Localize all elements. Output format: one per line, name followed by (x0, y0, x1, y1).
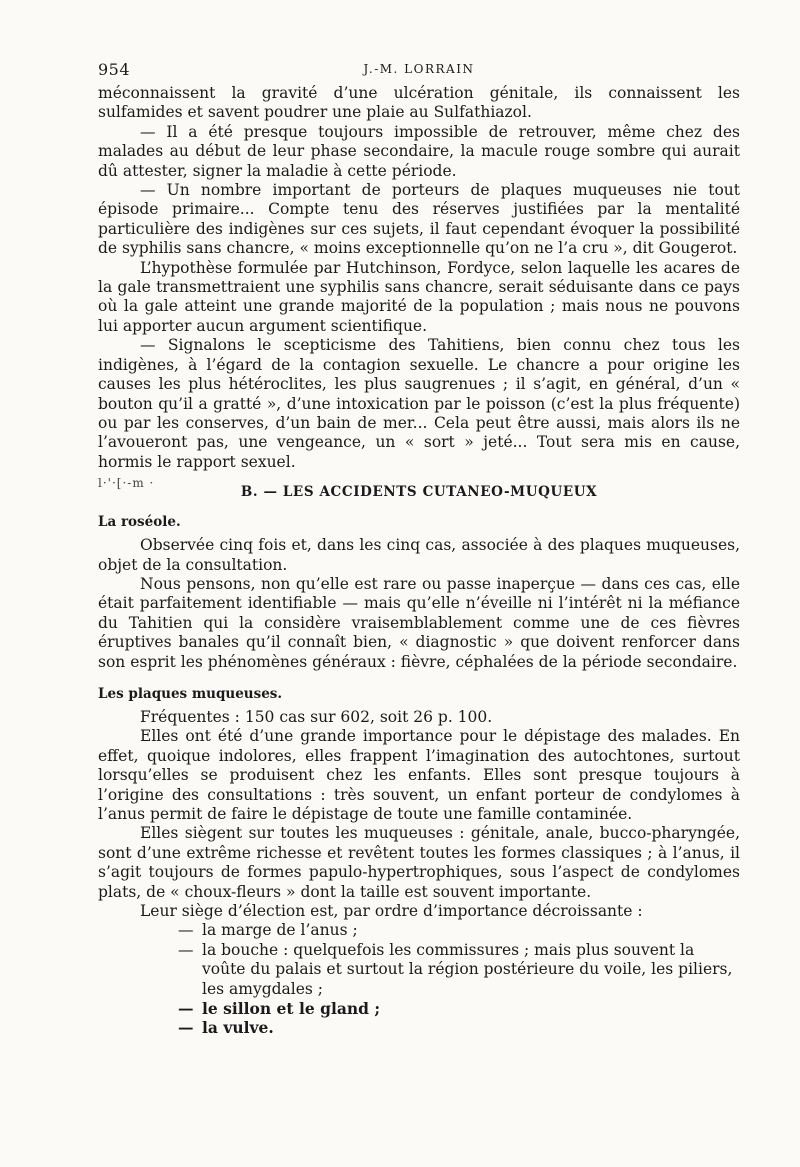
body-text (98, 84, 740, 472)
list-item (98, 921, 740, 940)
paragraph: Observée cinq fois et, dans les cinq cas, associée à des plaques muqueuses, objet de la consultation. (98, 536, 740, 574)
page-header (98, 58, 740, 84)
paragraph: Elles siègent sur toutes les muqueuses : génitale, anale, bucco-pharyngée, sont d’une extrême richesse et revêtent toutes les formes classiques ; à l’anus, il s’agit toujours de formes papulo-hypertrophiques, sous l’aspect de condylomes plats, de « choux-fleurs » dont la taille est souvent importante. (98, 824, 740, 901)
list-item (98, 1018, 740, 1037)
running-head: J.-M. LORRAIN (363, 62, 475, 76)
paragraph: Elles ont été d’une grande importance pour le dépistage des malades. En effet, quoique indolores, elles frappent l’imagination des autochtones, surtout lorsqu’elles se produisent chez les enfants. Elles sont presque toujours à l’origine des consultations : très souvent, un enfant porteur de condylomes à l’anus permit de faire le dépistage de toute une famille contaminée. (98, 727, 740, 823)
roseole-text (98, 536, 740, 672)
paragraph: Nous pensons, non qu’elle est rare ou passe inaperçue — dans ces cas, elle était parfaitement identifiable — mais qu’elle n’éveille ni l’intérêt ni la méfiance du Tahitien qui la considère vraisemblablement comme une de ces fièvres éruptives banales qu’il connaît bien, « diagnostic » que doivent renforcer dans son esprit les phénomènes généraux : fièvre, céphalées de la période secondaire. (98, 574, 740, 671)
dash: — (178, 921, 194, 940)
paragraph: — Il a été presque toujours impossible de retrouver, même chez des malades au début de leur phase secondaire, la macule rouge sombre qui aurait dû attester, signer la maladie à cette période. (98, 122, 740, 180)
paragraph: Leur siège d’élection est, par ordre d’importance décroissante : (140, 902, 643, 921)
subheading-roseole: La roséole. (98, 514, 181, 531)
plaques-text (98, 708, 740, 921)
list-item (98, 941, 740, 999)
subheading-plaques: Les plaques muqueuses. (98, 685, 283, 702)
print-artifact: l·'·[·-m · (98, 476, 155, 491)
paragraph: L’hypothèse formulée par Hutchinson, Fordyce, selon laquelle les acares de la gale transmettraient une syphilis sans chancre, serait séduisante dans ce pays où la gale atteint une grande majorité de la population ; mais nous ne pouvons lui apporter aucun argument scientifique. (98, 258, 740, 335)
list-item-text: la bouche : quelquefois les commissures ; mais plus souvent la voûte du palais et surtout la région postérieure du voile, les piliers, les amygdales ; (202, 940, 733, 998)
paragraph: — Signalons le scepticisme des Tahitiens, bien connu chez tous les indigènes, à l’égard de la contagion sexuelle. Le chancre a pour origine les causes les plus hétéroclites, les plus saugrenues ; il s’agit, en général, d’un « bouton qu’il a gratté », d’une intoxication par le poisson (c’est la plus fréquente) ou par les conserves, d’un bain de mer... Cela peut être aussi, mais alors ils ne l’avoueront pas, une vengeance, un « sort » jeté... Tout sera mis en cause, hormis le rapport sexuel. (98, 336, 740, 471)
list-item (98, 999, 740, 1018)
section-heading: B. — LES ACCIDENTS CUTANEO-MUQUEUX (240, 484, 598, 501)
page (98, 58, 740, 1038)
dash: — (178, 999, 194, 1019)
dash: — (178, 1018, 194, 1038)
location-list (98, 921, 740, 1037)
page-number: 954 (98, 60, 131, 79)
list-item-text: la vulve. (202, 1018, 274, 1038)
list-item-text: le sillon et le gland ; (202, 999, 381, 1019)
paragraph: Fréquentes : 150 cas sur 602, soit 26 p. 100. (140, 707, 493, 726)
paragraph: — Un nombre important de porteurs de plaques muqueuses nie tout épisode primaire... Compte tenu des réserves justifiées par la mentalité particulière des indigènes sur ces sujets, il faut cependant évoquer la possibilité de syphilis sans chancre, « moins exceptionnelle qu’on ne l’a cru », dit Gougerot. (98, 181, 740, 258)
list-item-text: la marge de l’anus ; (202, 921, 358, 940)
paragraph: méconnaissent la gravité d’une ulcération génitale, ils connaissent les sulfamides et savent poudrer une plaie au Sulfathiazol. (98, 84, 740, 122)
dash: — (178, 940, 194, 959)
